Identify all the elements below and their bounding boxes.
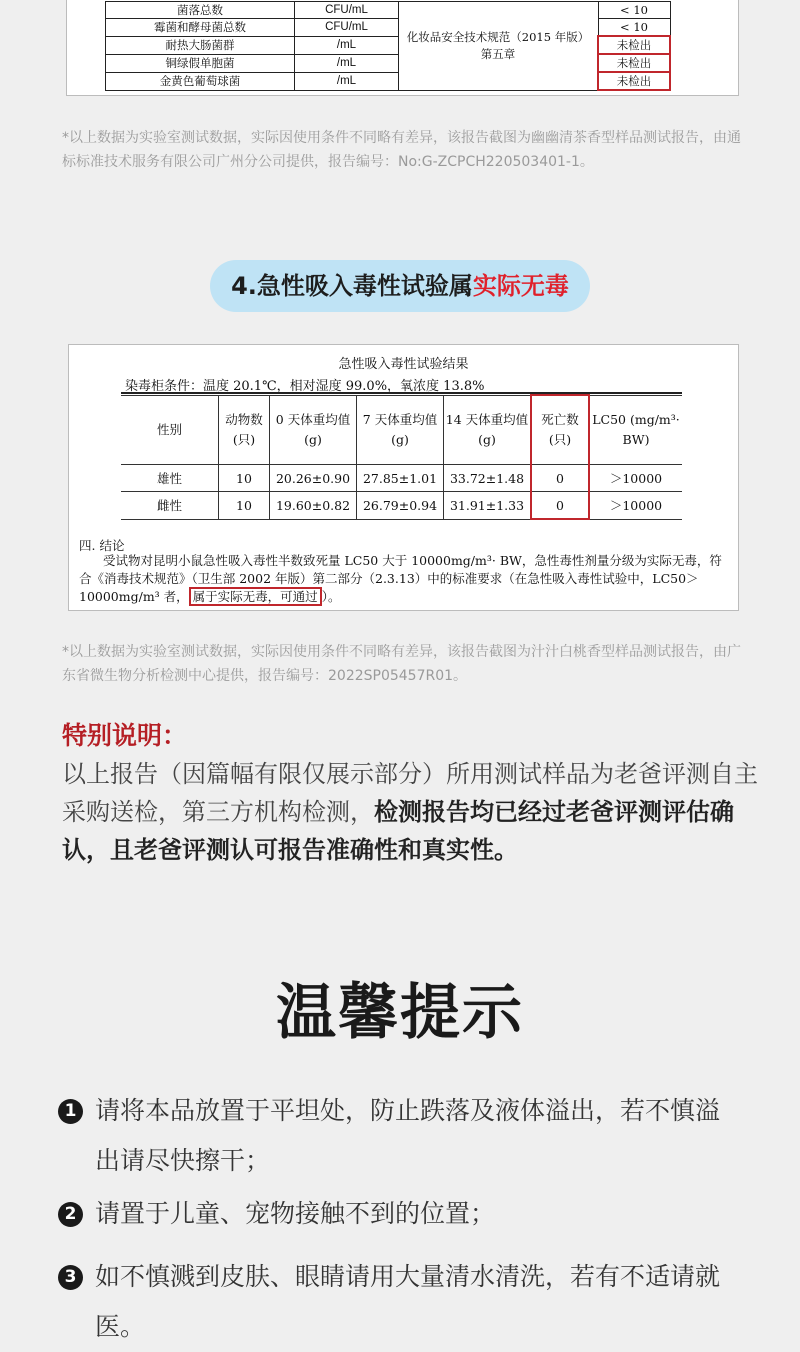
table-cell: 雄性 — [121, 465, 219, 492]
conclusion-highlight-box: 属于实际无毒，可通过 — [189, 587, 322, 606]
table-header: 性别 — [121, 395, 219, 465]
table-row — [121, 492, 682, 520]
special-note-emphasis: 检测报告均已经过老爸评测评估确认，且老爸评测认可报告准确性和真实性。 — [62, 798, 734, 864]
warm-tips-title: 温馨提示 — [276, 978, 524, 1048]
test-result: 未检出 — [598, 72, 670, 90]
table-cell: ＞10000 — [589, 465, 682, 492]
table-header: 死亡数(只) — [531, 395, 589, 465]
inhalation-toxicity-report-image — [68, 344, 739, 611]
tip-item — [58, 1189, 738, 1239]
test-item: 金黄色葡萄球菌 — [106, 72, 295, 90]
report-conditions: 染毒柜条件：温度 20.1℃，相对湿度 99.0%，氧浓度 13.8% — [125, 379, 485, 394]
table-cell: ＞10000 — [589, 492, 682, 520]
section-heading-pill — [210, 260, 590, 312]
test-item: 霉菌和酵母菌总数 — [106, 19, 295, 37]
test-standard: 化妆品安全技术规范（2015 年版）第五章 — [399, 2, 599, 91]
test-result: < 10 — [598, 19, 670, 37]
table-row — [121, 465, 682, 492]
conclusion-text: 受试物对昆明小鼠急性吸入毒性半数致死量 LC50 大于 10000mg/m³· BW，急性毒性剂量分级为实际无毒，符合《消毒技术规范》（卫生部 2002 年版）第二部分（2.3.13）中的标准要求（在急性吸入毒性试验中，LC50＞10000mg/m³ 者， 属于实际无毒，可通过 ）。 — [79, 553, 722, 604]
table-header: 动物数(只) — [219, 395, 270, 465]
tip-number-badge: 1 — [58, 1099, 83, 1124]
section-heading-highlight: 实际无毒 — [472, 272, 569, 300]
table-cell: 19.60±0.82 — [270, 492, 357, 520]
table-header-row — [121, 395, 682, 465]
microbial-test-table — [105, 1, 671, 91]
test-result: 未检出 — [598, 36, 670, 54]
table-cell: 26.79±0.94 — [357, 492, 444, 520]
test-result: < 10 — [598, 2, 670, 19]
test-result: 未检出 — [598, 54, 670, 72]
table-cell: 33.72±1.48 — [444, 465, 532, 492]
microbial-test-report-image — [66, 0, 739, 96]
section-heading-text: 4.急性吸入毒性试验属 — [231, 272, 473, 300]
table-header: 0 天体重均值(g) — [270, 395, 357, 465]
test-unit: /mL — [295, 72, 399, 90]
table-header: 14 天体重均值(g) — [444, 395, 532, 465]
tip-text: 如不慎溅到皮肤、眼睛请用大量清水清洗，若有不适请就医。 — [95, 1262, 721, 1341]
tip-text: 请置于儿童、宠物接触不到的位置； — [95, 1199, 496, 1228]
tip-text: 请将本品放置于平坦处，防止跌落及液体溢出，若不慎溢出请尽快擦干； — [95, 1096, 721, 1175]
table-row — [106, 2, 671, 19]
table-cell: 10 — [219, 465, 270, 492]
test-item: 菌落总数 — [106, 2, 295, 19]
test-unit: CFU/mL — [295, 19, 399, 37]
test-item: 耐热大肠菌群 — [106, 36, 295, 54]
table-cell: 10 — [219, 492, 270, 520]
table-cell: 27.85±1.01 — [357, 465, 444, 492]
table-header: LC50 (mg/m³· BW) — [589, 395, 682, 465]
toxicity-table — [121, 392, 682, 520]
table-cell: 雌性 — [121, 492, 219, 520]
tip-number-badge: 3 — [58, 1265, 83, 1290]
report-footnote-2: *以上数据为实验室测试数据，实际因使用条件不同略有差异，该报告截图为汁汁白桃香型样品测试报告，由广东省微生物分析检测中心提供，报告编号：2022SP05457R01。 — [62, 644, 741, 684]
conclusion-heading: 四. 结论 — [79, 538, 125, 553]
table-cell: 20.26±0.90 — [270, 465, 357, 492]
table-cell: 0 — [531, 465, 589, 492]
test-unit: /mL — [295, 36, 399, 54]
special-note-title: 特别说明： — [62, 721, 188, 750]
report-footnote-1: *以上数据为实验室测试数据，实际因使用条件不同略有差异，该报告截图为幽幽清茶香型样品测试报告，由通标标准技术服务有限公司广州分公司提供，报告编号：No:G-ZCPCH220503401-1。 — [62, 130, 741, 170]
test-item: 铜绿假单胞菌 — [106, 54, 295, 72]
tip-number-badge: 2 — [58, 1202, 83, 1227]
report-title: 急性吸入毒性试验结果 — [338, 357, 469, 372]
table-cell: 0 — [531, 492, 589, 520]
special-note-body: 以上报告（因篇幅有限仅展示部分）所用测试样品为老爸评测自主采购送检，第三方机构检测，检测报告均已经过老爸评测评估确认，且老爸评测认可报告准确性和真实性。 — [62, 760, 758, 864]
test-unit: /mL — [295, 54, 399, 72]
test-unit: CFU/mL — [295, 2, 399, 19]
tip-item — [58, 1086, 738, 1186]
table-header: 7 天体重均值(g) — [357, 395, 444, 465]
table-cell: 31.91±1.33 — [444, 492, 532, 520]
tip-item — [58, 1252, 738, 1352]
